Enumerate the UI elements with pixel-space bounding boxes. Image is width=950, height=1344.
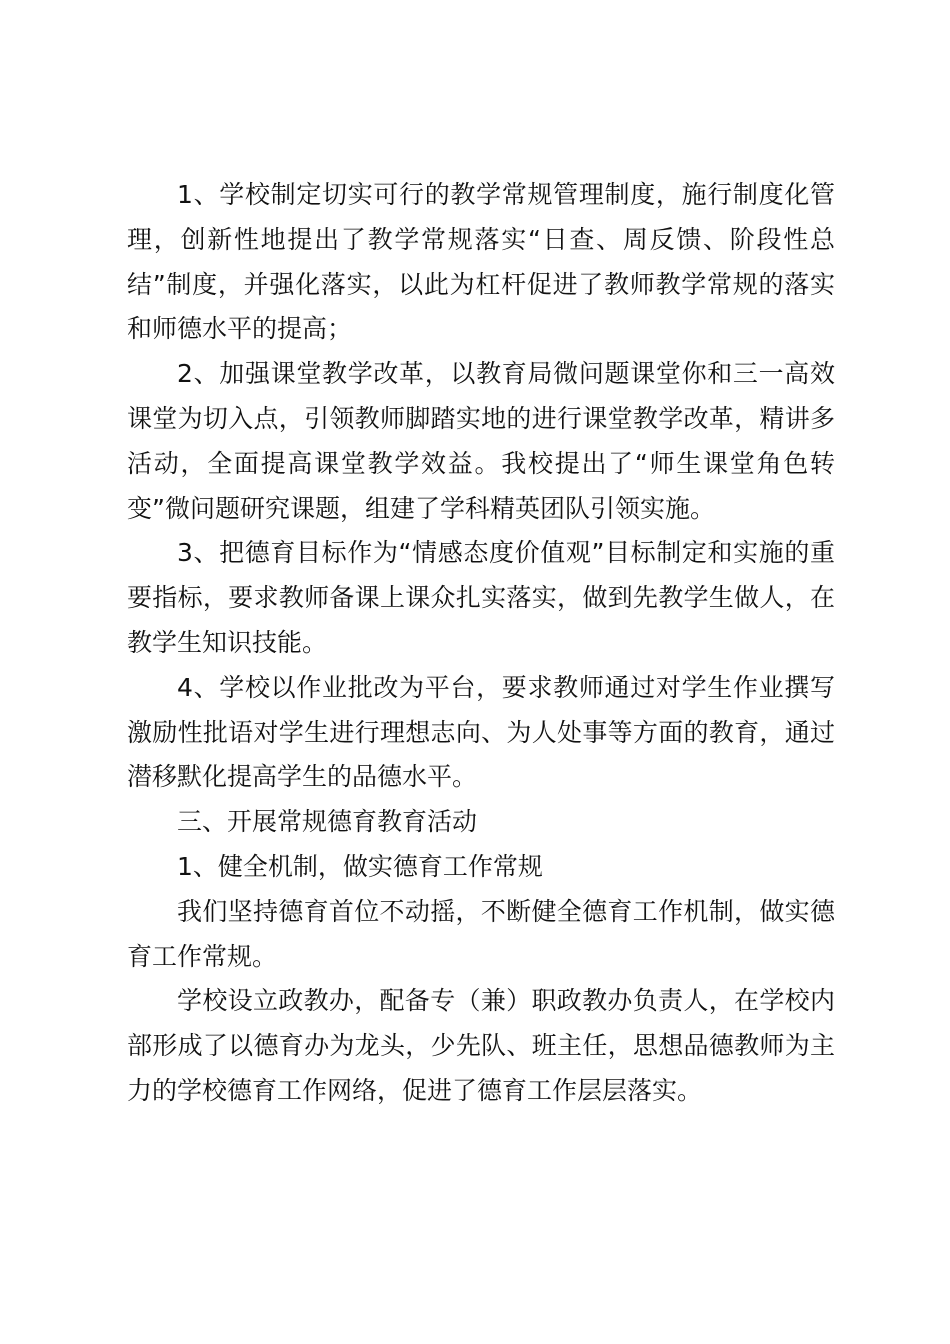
paragraph-homework-grading: 4、学校以作业批改为平台，要求教师通过对学生作业撰写激励性批语对学生进行理想志向、为人处事等方面的教育，通过潜移默化提高学生的品德水平。 [127, 672, 835, 792]
document-body [127, 173, 835, 1114]
paragraph-classroom-reform: 2、加强课堂教学改革，以教育局微问题课堂你和三一高效课堂为切入点，引领教师脚踏实地的进行课堂教学改革，精讲多活动，全面提高课堂教学效益。我校提出了“师生课堂角色转变”微问题研究课题，组建了学科精英团队引领实施。 [127, 359, 835, 523]
paragraph-moral-goals: 3、把德育目标作为“情感态度价值观”目标制定和实施的重要指标，要求教师备课上课众扎实落实，做到先教学生做人，在教学生知识技能。 [127, 538, 835, 657]
section-heading-moral-activities: 三、开展常规德育教育活动 [177, 807, 478, 837]
paragraph-teaching-routine-system: 1、学校制定切实可行的教学常规管理制度，施行制度化管理，创新性地提出了教学常规落实“日查、周反馈、阶段性总结”制度，并强化落实，以此为杠杆促进了教师教学常规的落实和师德水平的提高； [127, 180, 835, 344]
paragraph-political-office: 学校设立政教办，配备专（兼）职政教办负责人，在学校内部形成了以德育办为龙头，少先队、班主任，思想品德教师为主力的学校德育工作网络，促进了德育工作层层落实。 [127, 986, 835, 1105]
paragraph-moral-priority: 我们坚持德育首位不动摇，不断健全德育工作机制，做实德育工作常规。 [127, 896, 835, 971]
subheading-mechanism: 1、健全机制，做实德育工作常规 [177, 851, 543, 881]
